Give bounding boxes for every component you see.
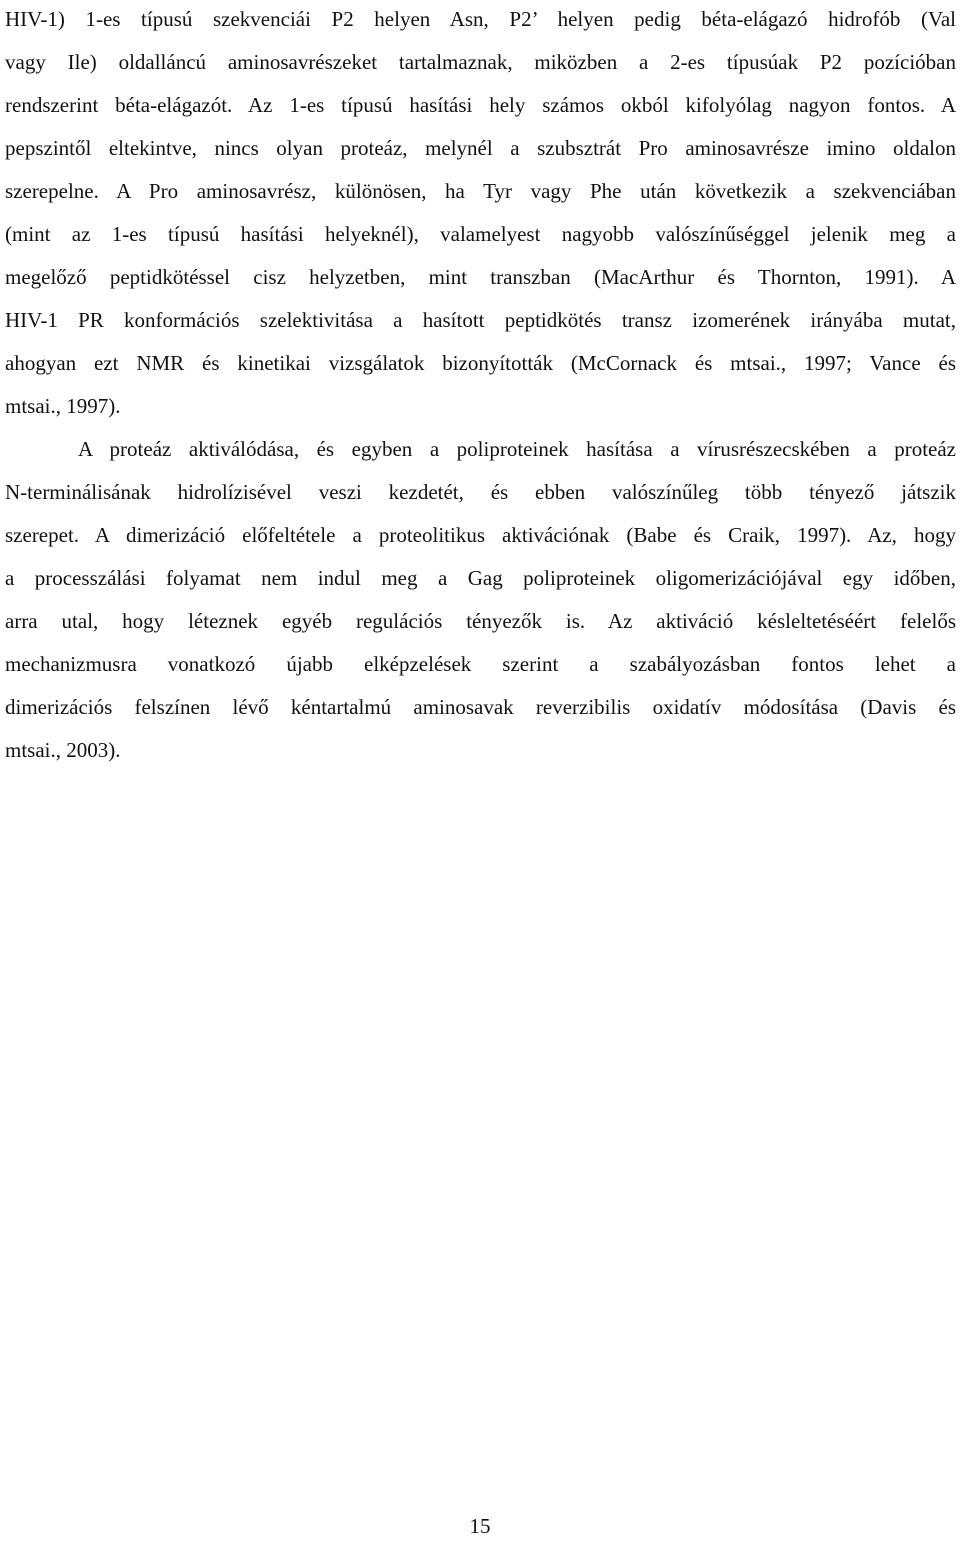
text-line: mtsai., 1997). — [5, 394, 121, 418]
text-line: vagy Ile) oldalláncú aminosavrészeket tartalmaznak, miközben a 2-es típusúak P2 pozícióban — [5, 50, 956, 74]
text-line: szerepet. A dimerizáció előfeltétele a proteolitikus aktivációnak (Babe és Craik, 1997). Az, hogy — [5, 523, 956, 547]
text-line: mtsai., 2003). — [5, 738, 121, 762]
text-line: megelőző peptidkötéssel cisz helyzetben, mint transzban (MacArthur és Thornton, 1991). A — [5, 265, 956, 289]
text-line: dimerizációs felszínen lévő kéntartalmú aminosavak reverzibilis oxidatív módosítása (Davis és — [5, 695, 956, 719]
text-line: (mint az 1-es típusú hasítási helyeknél), valamelyest nagyobb valószínűséggel jelenik meg a — [5, 222, 956, 246]
text-line: szerepelne. A Pro aminosavrész, különösen, ha Tyr vagy Phe után következik a szekvenciában — [5, 179, 956, 203]
text-line: arra utal, hogy léteznek egyéb regulációs tényezők is. Az aktiváció késleltetéséért felelős — [5, 609, 956, 633]
text-line: mechanizmusra vonatkozó újabb elképzelések szerint a szabályozásban fontos lehet a — [5, 652, 956, 676]
text-line: N-terminálisának hidrolízisével veszi kezdetét, és ebben valószínűleg több tényező játszik — [5, 480, 956, 504]
text-line: pepszintől eltekintve, nincs olyan proteáz, melynél a szubsztrát Pro aminosavrésze imino oldalon — [5, 136, 956, 160]
text-line: HIV-1) 1-es típusú szekvenciái P2 helyen Asn, P2’ helyen pedig béta-elágazó hidrofób (Val — [5, 7, 956, 31]
text-line: ahogyan ezt NMR és kinetikai vizsgálatok bizonyították (McCornack és mtsai., 1997; Vance és — [5, 351, 956, 375]
text-line: A proteáz aktiválódása, és egyben a poliproteinek hasítása a vírusrészecskében a proteáz — [78, 437, 956, 461]
page-number: 15 — [469, 1514, 491, 1538]
text-line: HIV-1 PR konformációs szelektivitása a hasított peptidkötés transz izomerének irányába mutat, — [5, 308, 956, 332]
text-line: a processzálási folyamat nem indul meg a Gag poliproteinek oligomerizációjával egy időben, — [5, 566, 956, 590]
text-line: rendszerint béta-elágazót. Az 1-es típusú hasítási hely számos okból kifolyólag nagyon fontos. A — [5, 93, 956, 117]
